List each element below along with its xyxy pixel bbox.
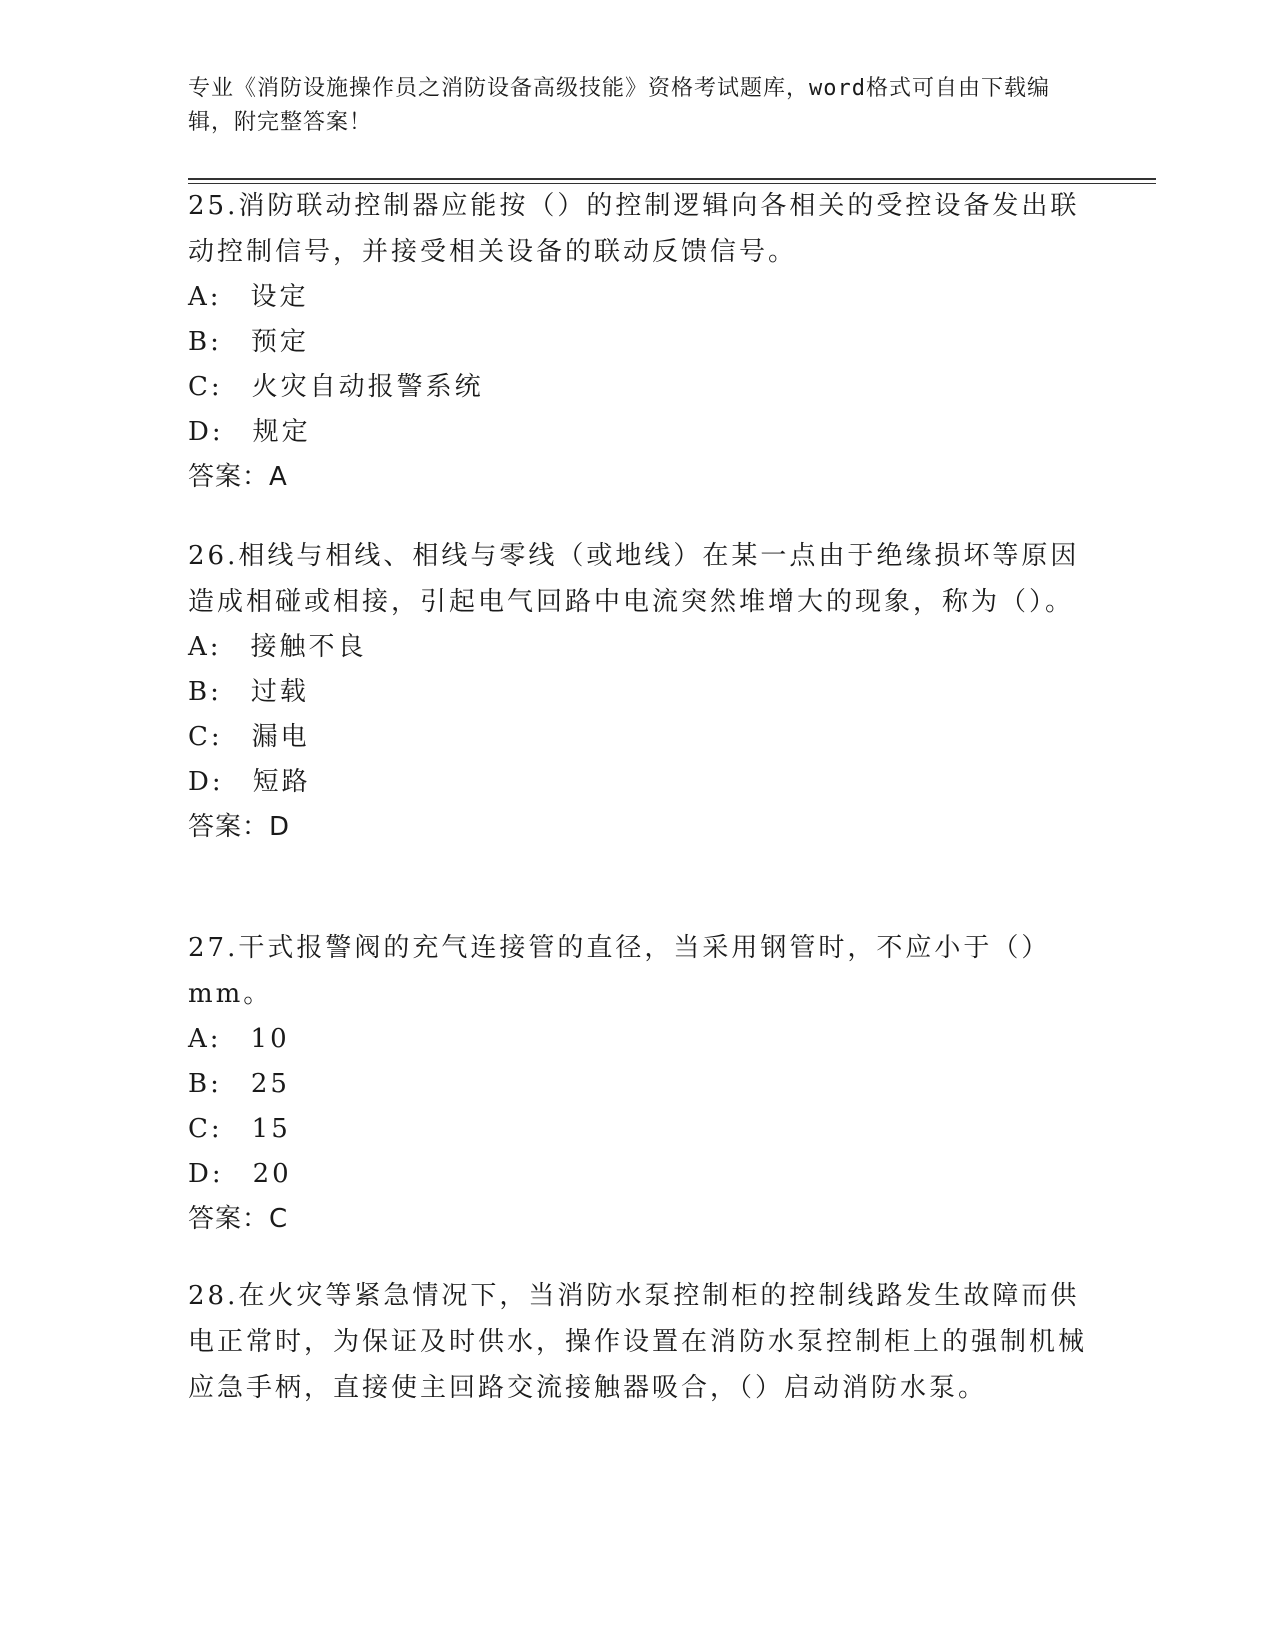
option-c: C: 15 bbox=[188, 1114, 291, 1144]
header-description: 专业《消防设施操作员之消防设备高级技能》资格考试题库，word格式可自由下载编辑，附完整答案！ bbox=[188, 76, 1050, 135]
question-stem: 27.干式报警阀的充气连接管的直径，当采用钢管时，不应小于（）mm。 bbox=[188, 933, 1051, 1009]
question-25 bbox=[188, 183, 1088, 500]
option-b: B: 25 bbox=[188, 1069, 290, 1099]
option-d: D: 短路 bbox=[188, 767, 311, 797]
question-26 bbox=[188, 533, 1088, 850]
answer: 答案：A bbox=[188, 462, 288, 492]
answer: 答案：C bbox=[188, 1204, 289, 1234]
option-a: A: 设定 bbox=[188, 282, 309, 312]
option-b: B: 过载 bbox=[188, 677, 309, 707]
option-c: C: 漏电 bbox=[188, 722, 310, 752]
option-a: A: 10 bbox=[188, 1024, 290, 1054]
question-stem: 26.相线与相线、相线与零线（或地线）在某一点由于绝缘损坏等原因造成相碰或相接，引起电气回路中电流突然堆增大的现象，称为（）。 bbox=[188, 541, 1080, 617]
header-rule-thick bbox=[188, 178, 1156, 180]
option-c: C: 火灾自动报警系统 bbox=[188, 372, 484, 402]
question-stem: 25.消防联动控制器应能按（）的控制逻辑向各相关的受控设备发出联动控制信号，并接受相关设备的联动反馈信号。 bbox=[188, 191, 1080, 267]
question-28 bbox=[188, 1273, 1088, 1411]
question-27 bbox=[188, 925, 1088, 1242]
option-d: D: 20 bbox=[188, 1159, 292, 1189]
option-d: D: 规定 bbox=[188, 417, 311, 447]
question-stem: 28.在火灾等紧急情况下，当消防水泵控制柜的控制线路发生故障而供电正常时，为保证及时供水，操作设置在消防水泵控制柜上的强制机械应急手柄，直接使主回路交流接触器吸合，（）启动消防水泵。 bbox=[188, 1281, 1088, 1403]
answer: 答案：D bbox=[188, 812, 291, 842]
option-a: A: 接触不良 bbox=[188, 632, 367, 662]
option-b: B: 预定 bbox=[188, 327, 309, 357]
